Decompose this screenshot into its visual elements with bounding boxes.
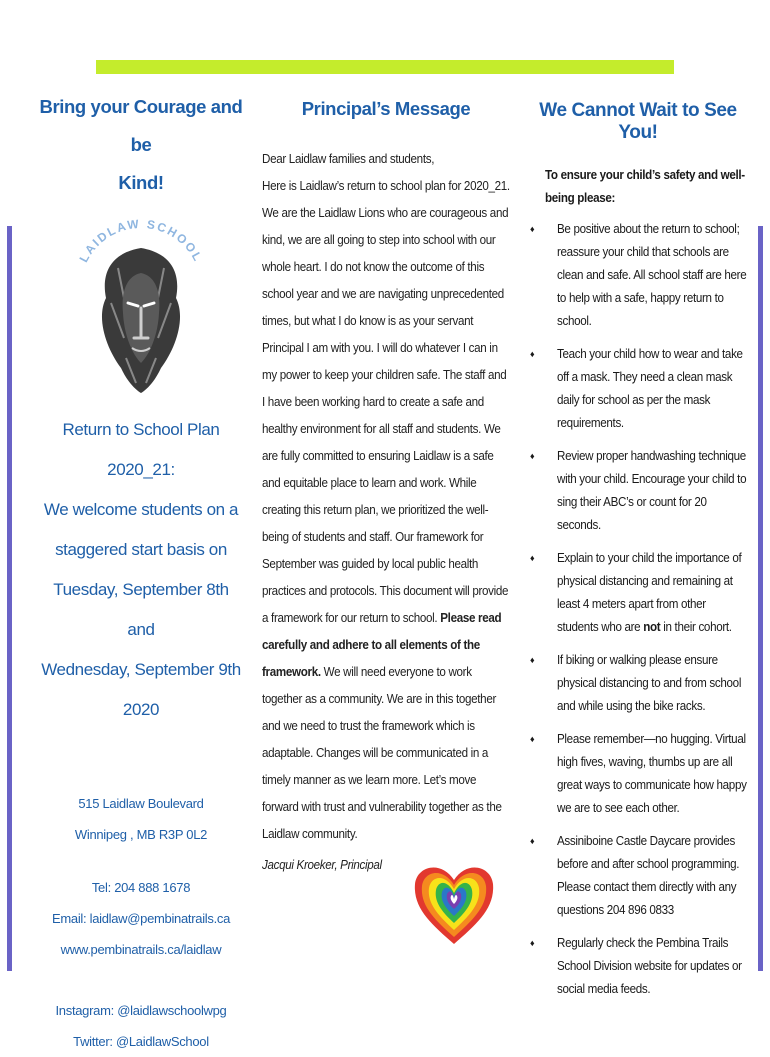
laidlaw-lion-logo (66, 208, 216, 398)
diamond-bullet-icon: ♦ (530, 224, 535, 234)
right-side-rule (758, 226, 763, 971)
plan-line: 2020 (122, 700, 160, 719)
safety-intro: To ensure your child’s safety and well-being please: (545, 168, 745, 205)
diamond-bullet-icon: ♦ (530, 734, 535, 744)
plan-line: Wednesday, September 9th (41, 660, 241, 679)
top-accent-bar (96, 60, 674, 74)
diamond-bullet-icon: ♦ (530, 836, 535, 846)
plan-line: Tuesday, September 8th and (53, 580, 229, 639)
list-item: ♦ Explain to your child the importance of physical distancing and remaining at least 4 meters apart from other students who are not in their cohort. (527, 547, 749, 639)
plan-line: staggered start basis on (55, 540, 227, 559)
list-item: ♦ Teach your child how to wear and take off a mask. They need a clean mask daily for school as per the mask requirements. (527, 343, 749, 435)
plan-line: Return to School Plan (62, 420, 220, 439)
left-title-line: Kind! (118, 172, 164, 193)
signature: Jacqui Kroeker, Principal (262, 858, 382, 872)
safety-list (527, 218, 749, 1001)
middle-column (262, 94, 510, 879)
diamond-bullet-icon: ♦ (530, 553, 535, 563)
address-line: 515 Laidlaw Boulevard (78, 796, 204, 811)
list-item: ♦ Assiniboine Castle Daycare provides before and after school programming. Please contact them directly with any questions 204 896 0833 (527, 830, 749, 922)
list-item: ♦ Review proper handwashing technique with your child. Encourage your child to sing their ABC’s or count for 20 seconds. (527, 445, 749, 537)
emphasis-text: Please read carefully and adhere to all elements of the framework. (262, 611, 502, 679)
website-link[interactable]: www.pembinatrails.ca/laidlaw (60, 942, 222, 957)
phone-number: Tel: 204 888 1678 (91, 880, 191, 895)
left-title (38, 88, 244, 202)
right-column (527, 96, 749, 1011)
list-item: ♦ Please remember—no hugging. Virtual high fives, waving, thumbs up are all great ways to communicate how happy we are to see each other. (527, 728, 749, 820)
left-side-rule (7, 226, 12, 971)
left-column (38, 88, 244, 1057)
principal-message-body (262, 146, 511, 879)
diamond-bullet-icon: ♦ (530, 349, 535, 359)
instagram-handle[interactable]: Instagram: @laidlawschoolwpg (55, 1003, 227, 1018)
email-link[interactable]: Email: laidlaw@pembinatrails.ca (51, 911, 231, 926)
left-title-line: Bring your Courage and be (39, 96, 243, 155)
rainbow-heart-icon (411, 858, 497, 948)
message-paragraph: Here is Laidlaw’s return to school plan for 2020_21. We are the Laidlaw Lions who are courageous and kind, we are all going to step into school with our whole heart. I do not know the outcome of this school year and we are navigating unprecedented times, but what I do know is as your servant Principal I am with you. I will do whatever I can in my power to keep your children safe. The staff and I have been working hard to create a safe and healthy environment for all staff and students. We are fully committed to ensuring Laidlaw is a safe and equitable place to learn and work. While creating this return plan, we prioritized the well-being of students and staff. Our framework for September was guided by local public health practices and protocols. This document will provide a framework for our return to school. Please read carefully and adhere to all elements of the framework. We will need everyone to work together as a community. We are in this together and we need to trust the framework which is adaptable. Changes will be communicated in a timely manner as we learn more. Let’s move forward with trust and vulnerability together as the Laidlaw community. (262, 179, 510, 841)
diamond-bullet-icon: ♦ (530, 938, 535, 948)
return-plan-text (38, 410, 244, 730)
greeting: Dear Laidlaw families and students, (262, 152, 435, 166)
twitter-handle[interactable]: Twitter: @LaidlawSchool (73, 1034, 209, 1049)
plan-line: 2020_21: (107, 460, 175, 479)
right-title: We Cannot Wait to See You! (539, 100, 737, 143)
logo-text: LAIDLAW SCHOOL (76, 216, 206, 265)
contact-info (38, 788, 244, 1057)
diamond-bullet-icon: ♦ (530, 451, 535, 461)
address-line: Winnipeg , MB R3P 0L2 (74, 827, 208, 842)
list-item: ♦ Be positive about the return to school; reassure your child that schools are clean and safe. All school staff are here to help with a safe, happy return to school. (527, 218, 749, 333)
plan-line: We welcome students on a (43, 500, 239, 519)
list-item: ♦ If biking or walking please ensure physical distancing to and from school and while using the bike racks. (527, 649, 749, 718)
list-item: ♦ Regularly check the Pembina Trails School Division website for updates or social media feeds. (527, 932, 749, 1001)
diamond-bullet-icon: ♦ (530, 655, 535, 665)
principal-message-title: Principal’s Message (301, 98, 471, 119)
